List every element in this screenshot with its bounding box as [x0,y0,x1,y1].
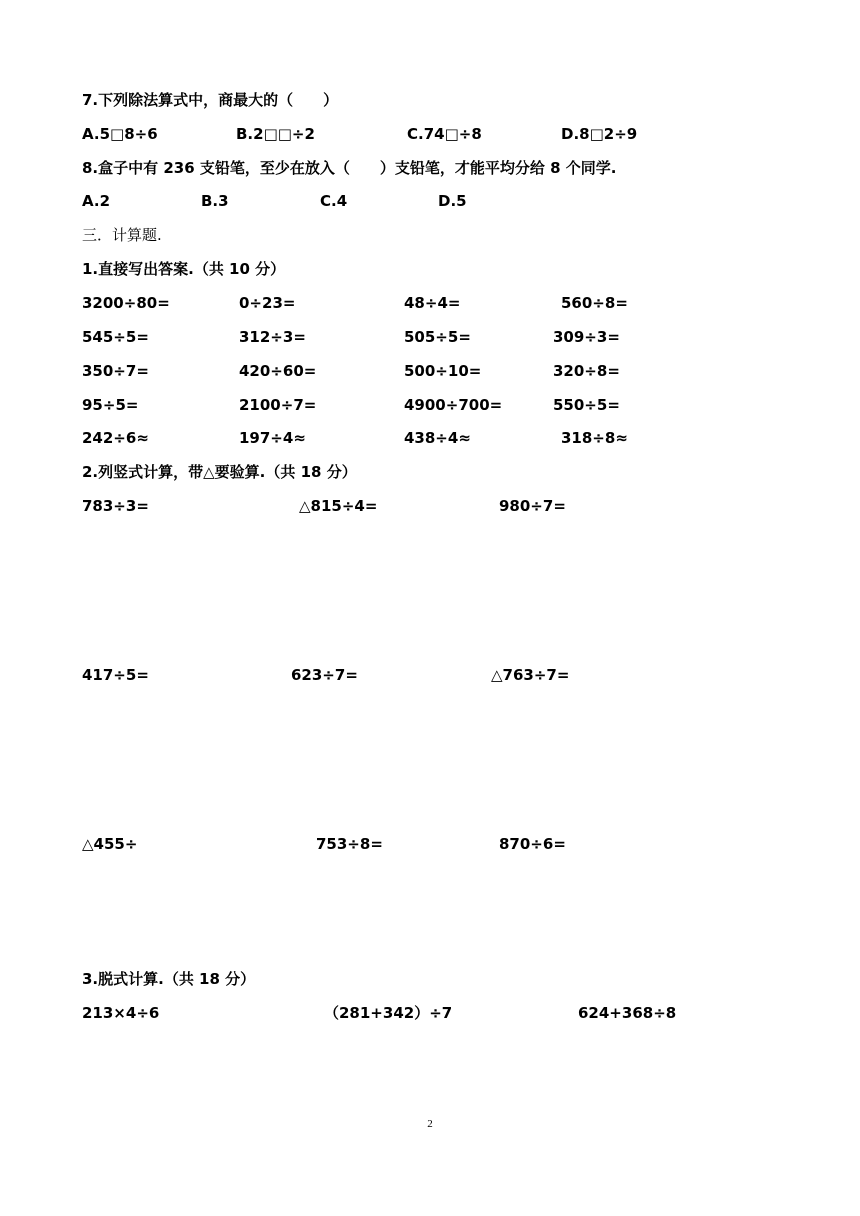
part3-item: 624+368÷8 [578,1004,677,1022]
part2-item: 753÷8= [316,835,383,853]
part1-item: 309÷3= [553,328,620,346]
q8-option-b: B.3 [201,192,229,210]
part1-item: 0÷23= [239,294,296,312]
part1-item: 197÷4≈ [239,429,306,447]
part3-title: 3.脱式计算.（共 18 分） [82,970,256,988]
section-title: 三．计算题. [82,226,162,244]
part2-item: 980÷7= [499,497,566,515]
part1-item: 438÷4≈ [404,429,471,447]
part3-item: 213×4÷6 [82,1004,160,1022]
part2-item: 783÷3= [82,497,149,515]
part2-item: △815÷4= [299,497,378,515]
part1-item: 48÷4= [404,294,461,312]
q8-option-c: C.4 [320,192,348,210]
part1-item: 505÷5= [404,328,471,346]
part1-title: 1.直接写出答案.（共 10 分） [82,260,286,278]
part1-item: 242÷6≈ [82,429,149,447]
part2-item: △763÷7= [491,666,570,684]
q7-stem: 7.下列除法算式中，商最大的（ ） [82,91,339,109]
part1-item: 545÷5= [82,328,149,346]
q7-option-a: A.5□8÷6 [82,125,158,143]
part1-item: 4900÷700= [404,396,503,414]
part2-title: 2.列竖式计算，带△要验算.（共 18 分） [82,463,357,481]
part1-item: 3200÷80= [82,294,170,312]
part1-item: 318÷8≈ [561,429,628,447]
part2-item: 870÷6= [499,835,566,853]
part1-item: 550÷5= [553,396,620,414]
q8-stem: 8.盒子中有 236 支铅笔，至少在放入（ ）支铅笔，才能平均分给 8 个同学. [82,159,617,177]
part2-item: 417÷5= [82,666,149,684]
part1-item: 420÷60= [239,362,317,380]
q7-option-d: D.8□2÷9 [561,125,638,143]
part1-item: 500÷10= [404,362,482,380]
part1-item: 312÷3= [239,328,306,346]
part1-item: 2100÷7= [239,396,317,414]
part1-item: 320÷8= [553,362,620,380]
page-number: 2 [427,1118,433,1130]
q8-option-d: D.5 [438,192,467,210]
part1-item: 560÷8= [561,294,628,312]
part1-item: 95÷5= [82,396,139,414]
part1-item: 350÷7= [82,362,149,380]
part3-item: （281+342）÷7 [324,1004,453,1022]
q7-option-b: B.2□□÷2 [236,125,315,143]
part2-item: △455÷ [82,835,138,853]
q8-option-a: A.2 [82,192,111,210]
part2-item: 623÷7= [291,666,358,684]
q7-option-c: C.74□÷8 [407,125,482,143]
